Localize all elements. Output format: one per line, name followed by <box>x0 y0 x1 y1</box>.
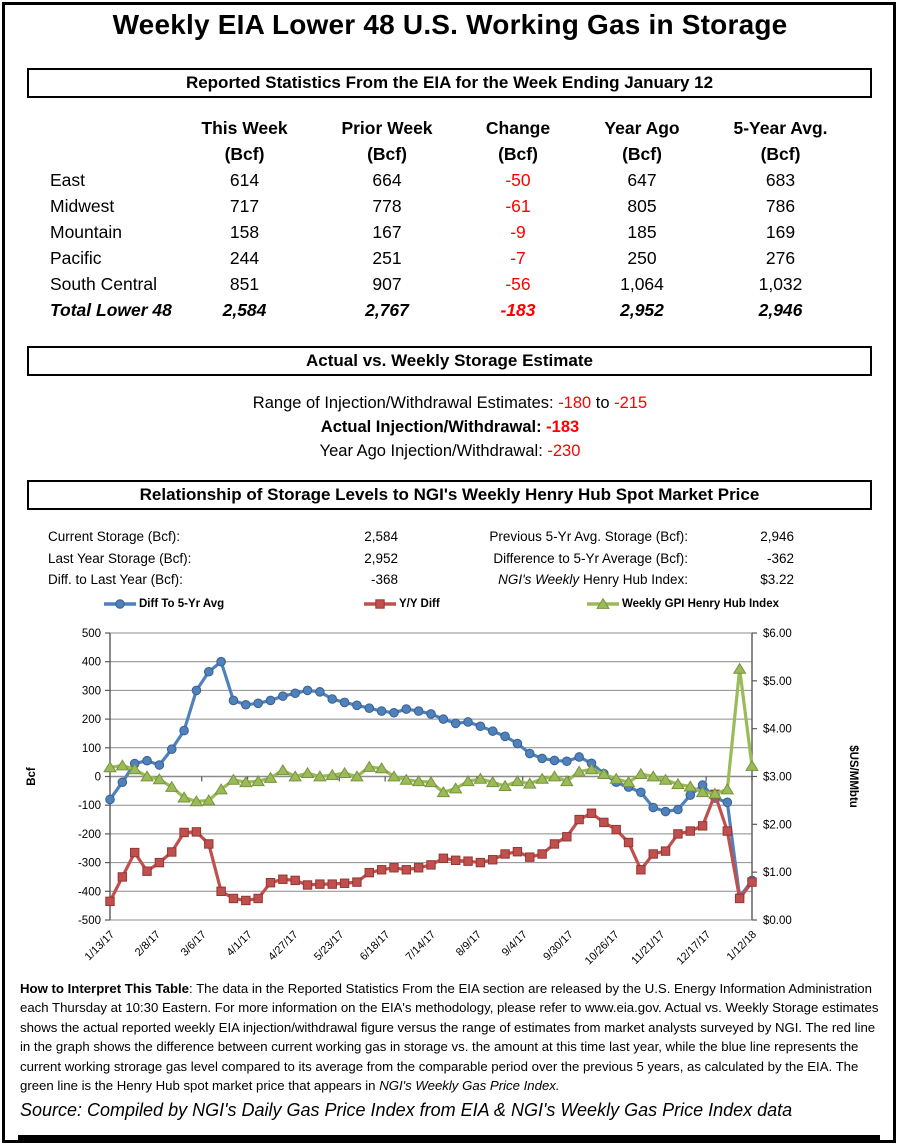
unit-bcf: (Bcf) <box>224 144 265 164</box>
bottom-rule <box>18 1135 880 1142</box>
page-title: Weekly EIA Lower 48 U.S. Working Gas in Storage <box>112 9 788 40</box>
stat-value: -362 <box>766 550 794 566</box>
table-row-total-lower-48 <box>50 297 866 324</box>
legend-item-henry-hub <box>586 598 779 610</box>
cell-prior-week: 167 <box>372 221 402 242</box>
blue-line-circle-icon <box>103 598 137 610</box>
svg-text:100: 100 <box>81 742 101 755</box>
how-to-interpret-lead: How to Interpret This Table <box>20 981 190 996</box>
unit-bcf: (Bcf) <box>760 144 801 164</box>
col-prior-week: Prior Week <box>341 117 433 138</box>
svg-text:4/27/17: 4/27/17 <box>266 928 301 964</box>
svg-text:300: 300 <box>81 685 101 698</box>
cell-this-week: 614 <box>229 169 260 190</box>
unit-bcf: (Bcf) <box>367 144 407 164</box>
cell-this-week: 158 <box>229 221 260 242</box>
svg-text:12/17/17: 12/17/17 <box>674 928 714 968</box>
cell-this-week: 717 <box>229 195 260 216</box>
estimate-year-ago-line <box>0 442 900 461</box>
stat-prev-5yr-avg <box>420 526 800 548</box>
storage-table <box>50 114 866 324</box>
svg-text:11/21/17: 11/21/17 <box>629 928 668 967</box>
cell-five-year: 2,946 <box>758 300 803 320</box>
stat-henry-hub-index <box>420 569 800 591</box>
red-line-square-icon <box>363 598 397 610</box>
range-low-value: -180 <box>558 394 592 412</box>
cell-prior-week: 2,767 <box>365 300 409 320</box>
stat-label: Difference to 5-Yr Average (Bcf): <box>493 550 688 566</box>
storage-stats-left <box>48 526 408 591</box>
unit-bcf: (Bcf) <box>622 144 662 164</box>
table-row-south-central <box>50 271 866 297</box>
svg-text:5/23/17: 5/23/17 <box>311 928 347 964</box>
cell-five-year: 786 <box>765 195 796 216</box>
region-label: Midwest <box>50 195 115 216</box>
stat-diff-5yr-avg <box>420 548 800 570</box>
cell-change: -50 <box>505 169 531 190</box>
region-label: Mountain <box>50 221 122 242</box>
actual-value: -183 <box>546 418 580 436</box>
svg-text:9/30/17: 9/30/17 <box>541 928 576 964</box>
stat-current-storage <box>48 526 408 548</box>
legend-label: Diff To 5-Yr Avg <box>139 598 225 610</box>
cell-change: -9 <box>510 221 526 242</box>
svg-text:$US/MMbtu: $US/MMbtu <box>847 745 859 808</box>
region-label: Total Lower 48 <box>50 300 172 320</box>
relationship-header <box>27 480 872 510</box>
svg-text:2/8/17: 2/8/17 <box>132 928 163 959</box>
cell-year-ago: 185 <box>627 221 657 242</box>
svg-text:-200: -200 <box>77 828 101 841</box>
year-ago-label: Year Ago Injection/Withdrawal: <box>319 442 548 460</box>
cell-change: -183 <box>500 300 536 320</box>
legend-item-yy-diff <box>363 598 440 610</box>
svg-text:-500: -500 <box>77 915 101 927</box>
svg-text:-100: -100 <box>77 800 101 813</box>
reported-stats-header <box>27 68 872 98</box>
region-label: Pacific <box>50 247 102 268</box>
stat-label-rest: Henry Hub Index: <box>579 572 688 588</box>
table-row-midwest <box>50 193 866 219</box>
svg-text:7/14/17: 7/14/17 <box>403 928 439 964</box>
cell-this-week: 2,584 <box>222 300 267 320</box>
cell-year-ago: 250 <box>627 247 657 268</box>
table-row-east <box>50 167 866 193</box>
cell-five-year: 683 <box>765 169 796 190</box>
relationship-header-label: Relationship of Storage Levels to NGI's Weekly Henry Hub Spot Market Price <box>139 485 760 504</box>
cell-five-year: 169 <box>765 221 796 242</box>
estimate-range-line <box>0 394 900 413</box>
table-header-row <box>50 114 866 142</box>
stat-value: $3.22 <box>760 572 794 588</box>
range-label: Range of Injection/Withdrawal Estimates: <box>252 394 559 412</box>
table-units-row <box>50 142 866 167</box>
legend-label: Weekly GPI Henry Hub Index <box>622 598 780 610</box>
svg-text:$6.00: $6.00 <box>763 628 792 640</box>
stat-label: Diff. to Last Year (Bcf): <box>48 572 183 588</box>
range-high-value: -215 <box>614 394 648 412</box>
svg-text:500: 500 <box>81 628 101 640</box>
svg-text:9/4/17: 9/4/17 <box>499 928 530 959</box>
cell-prior-week: 664 <box>372 169 402 190</box>
svg-text:400: 400 <box>81 656 101 669</box>
svg-text:$2.00: $2.00 <box>763 819 792 832</box>
svg-text:$5.00: $5.00 <box>763 675 792 688</box>
svg-text:1/13/17: 1/13/17 <box>82 928 118 964</box>
estimate-header-label: Actual vs. Weekly Storage Estimate <box>306 351 593 370</box>
cell-change: -61 <box>505 195 531 216</box>
stat-diff-last-year <box>48 569 408 591</box>
stat-value: 2,584 <box>364 529 398 545</box>
cell-this-week: 244 <box>229 247 260 268</box>
col-change: Change <box>485 117 551 138</box>
col-year-ago: Year Ago <box>604 117 680 138</box>
svg-text:10/26/17: 10/26/17 <box>582 928 622 968</box>
cell-five-year: 276 <box>765 247 796 268</box>
stat-label: Current Storage (Bcf): <box>48 529 181 545</box>
svg-text:8/9/17: 8/9/17 <box>453 928 484 959</box>
svg-text:0: 0 <box>94 771 101 784</box>
stat-label: Last Year Storage (Bcf): <box>48 550 192 566</box>
svg-text:$1.00: $1.00 <box>763 867 792 880</box>
cell-year-ago: 805 <box>627 195 657 216</box>
how-to-interpret-text: : The data in the Reported Statistics From the EIA section are released by the U.S. Energy Information Administration each Thursday at 10:30 Eastern. For more information on the EIA's methodology, please refer to www.eia.gov. Actual vs. Weekly Storage estimates shows the actual reported weekly EIA injection/withdrawal figure versus the range of estimates from market analysts surveyed by NGI. The red line in the graph shows the difference between current working gas in storage vs. the amount at this time last year, while the blue line represents the current working strorage gas level compared to its average from the comparable period over the previous 5 years, as calculated by the EIA. The green line is the Henry Hub spot market price that appears in <box>20 981 879 1094</box>
cell-prior-week: 251 <box>372 247 402 268</box>
svg-text:200: 200 <box>81 714 101 727</box>
reported-stats-header-label: Reported Statistics From the EIA for the Week Ending January 12 <box>185 73 714 92</box>
cell-year-ago: 2,952 <box>620 300 664 320</box>
svg-text:3/6/17: 3/6/17 <box>178 928 209 959</box>
stat-label-italic: NGI's Weekly <box>498 572 580 588</box>
cell-year-ago: 647 <box>627 169 657 190</box>
green-line-triangle-icon <box>586 598 620 610</box>
cell-prior-week: 778 <box>372 195 402 216</box>
year-ago-value: -230 <box>547 442 581 460</box>
stat-last-year-storage <box>48 548 408 570</box>
source-line: Source: Compiled by NGI's Daily Gas Price Index from EIA & NGI's Weekly Gas Price Index data <box>20 1100 793 1120</box>
region-label: South Central <box>50 273 158 294</box>
unit-bcf: (Bcf) <box>498 144 538 164</box>
cell-this-week: 851 <box>229 273 260 294</box>
svg-text:$4.00: $4.00 <box>763 723 792 736</box>
stat-value: -368 <box>370 572 398 588</box>
svg-text:Bcf: Bcf <box>26 767 38 786</box>
storage-price-chart <box>0 620 900 980</box>
actual-label: Actual Injection/Withdrawal: <box>320 418 547 436</box>
svg-text:$3.00: $3.00 <box>763 771 792 784</box>
legend-label: Y/Y Diff <box>399 598 440 610</box>
cell-year-ago: 1,064 <box>620 273 664 294</box>
cell-change: -56 <box>505 273 531 294</box>
svg-text:1/12/18: 1/12/18 <box>724 928 760 964</box>
col-this-week: This Week <box>201 117 288 138</box>
stat-label: Previous 5-Yr Avg. Storage (Bcf): <box>489 529 688 545</box>
cell-five-year: 1,032 <box>758 273 803 294</box>
region-label: East <box>50 169 86 190</box>
svg-text:-400: -400 <box>77 886 101 899</box>
range-to: to <box>591 394 615 412</box>
stat-value: 2,946 <box>760 529 794 545</box>
col-five-year: 5-Year Avg. <box>733 117 828 138</box>
svg-text:4/1/17: 4/1/17 <box>224 928 255 959</box>
how-to-interpret-italic: NGI's Weekly Gas Price Index. <box>379 1078 560 1094</box>
estimate-header <box>27 346 872 376</box>
cell-prior-week: 907 <box>372 273 402 294</box>
table-row-pacific <box>50 245 866 271</box>
estimate-actual-line <box>0 418 900 437</box>
svg-text:6/18/17: 6/18/17 <box>357 928 393 964</box>
svg-text:-300: -300 <box>77 857 101 870</box>
cell-change: -7 <box>510 247 526 268</box>
stat-label <box>420 572 688 587</box>
stat-value: 2,952 <box>364 550 398 566</box>
how-to-interpret-paragraph <box>20 979 882 1095</box>
svg-text:$0.00: $0.00 <box>763 915 792 927</box>
storage-stats-right <box>420 526 800 591</box>
legend-item-diff-5yr <box>103 598 224 610</box>
chart-canvas <box>0 620 900 980</box>
table-row-mountain <box>50 219 866 245</box>
